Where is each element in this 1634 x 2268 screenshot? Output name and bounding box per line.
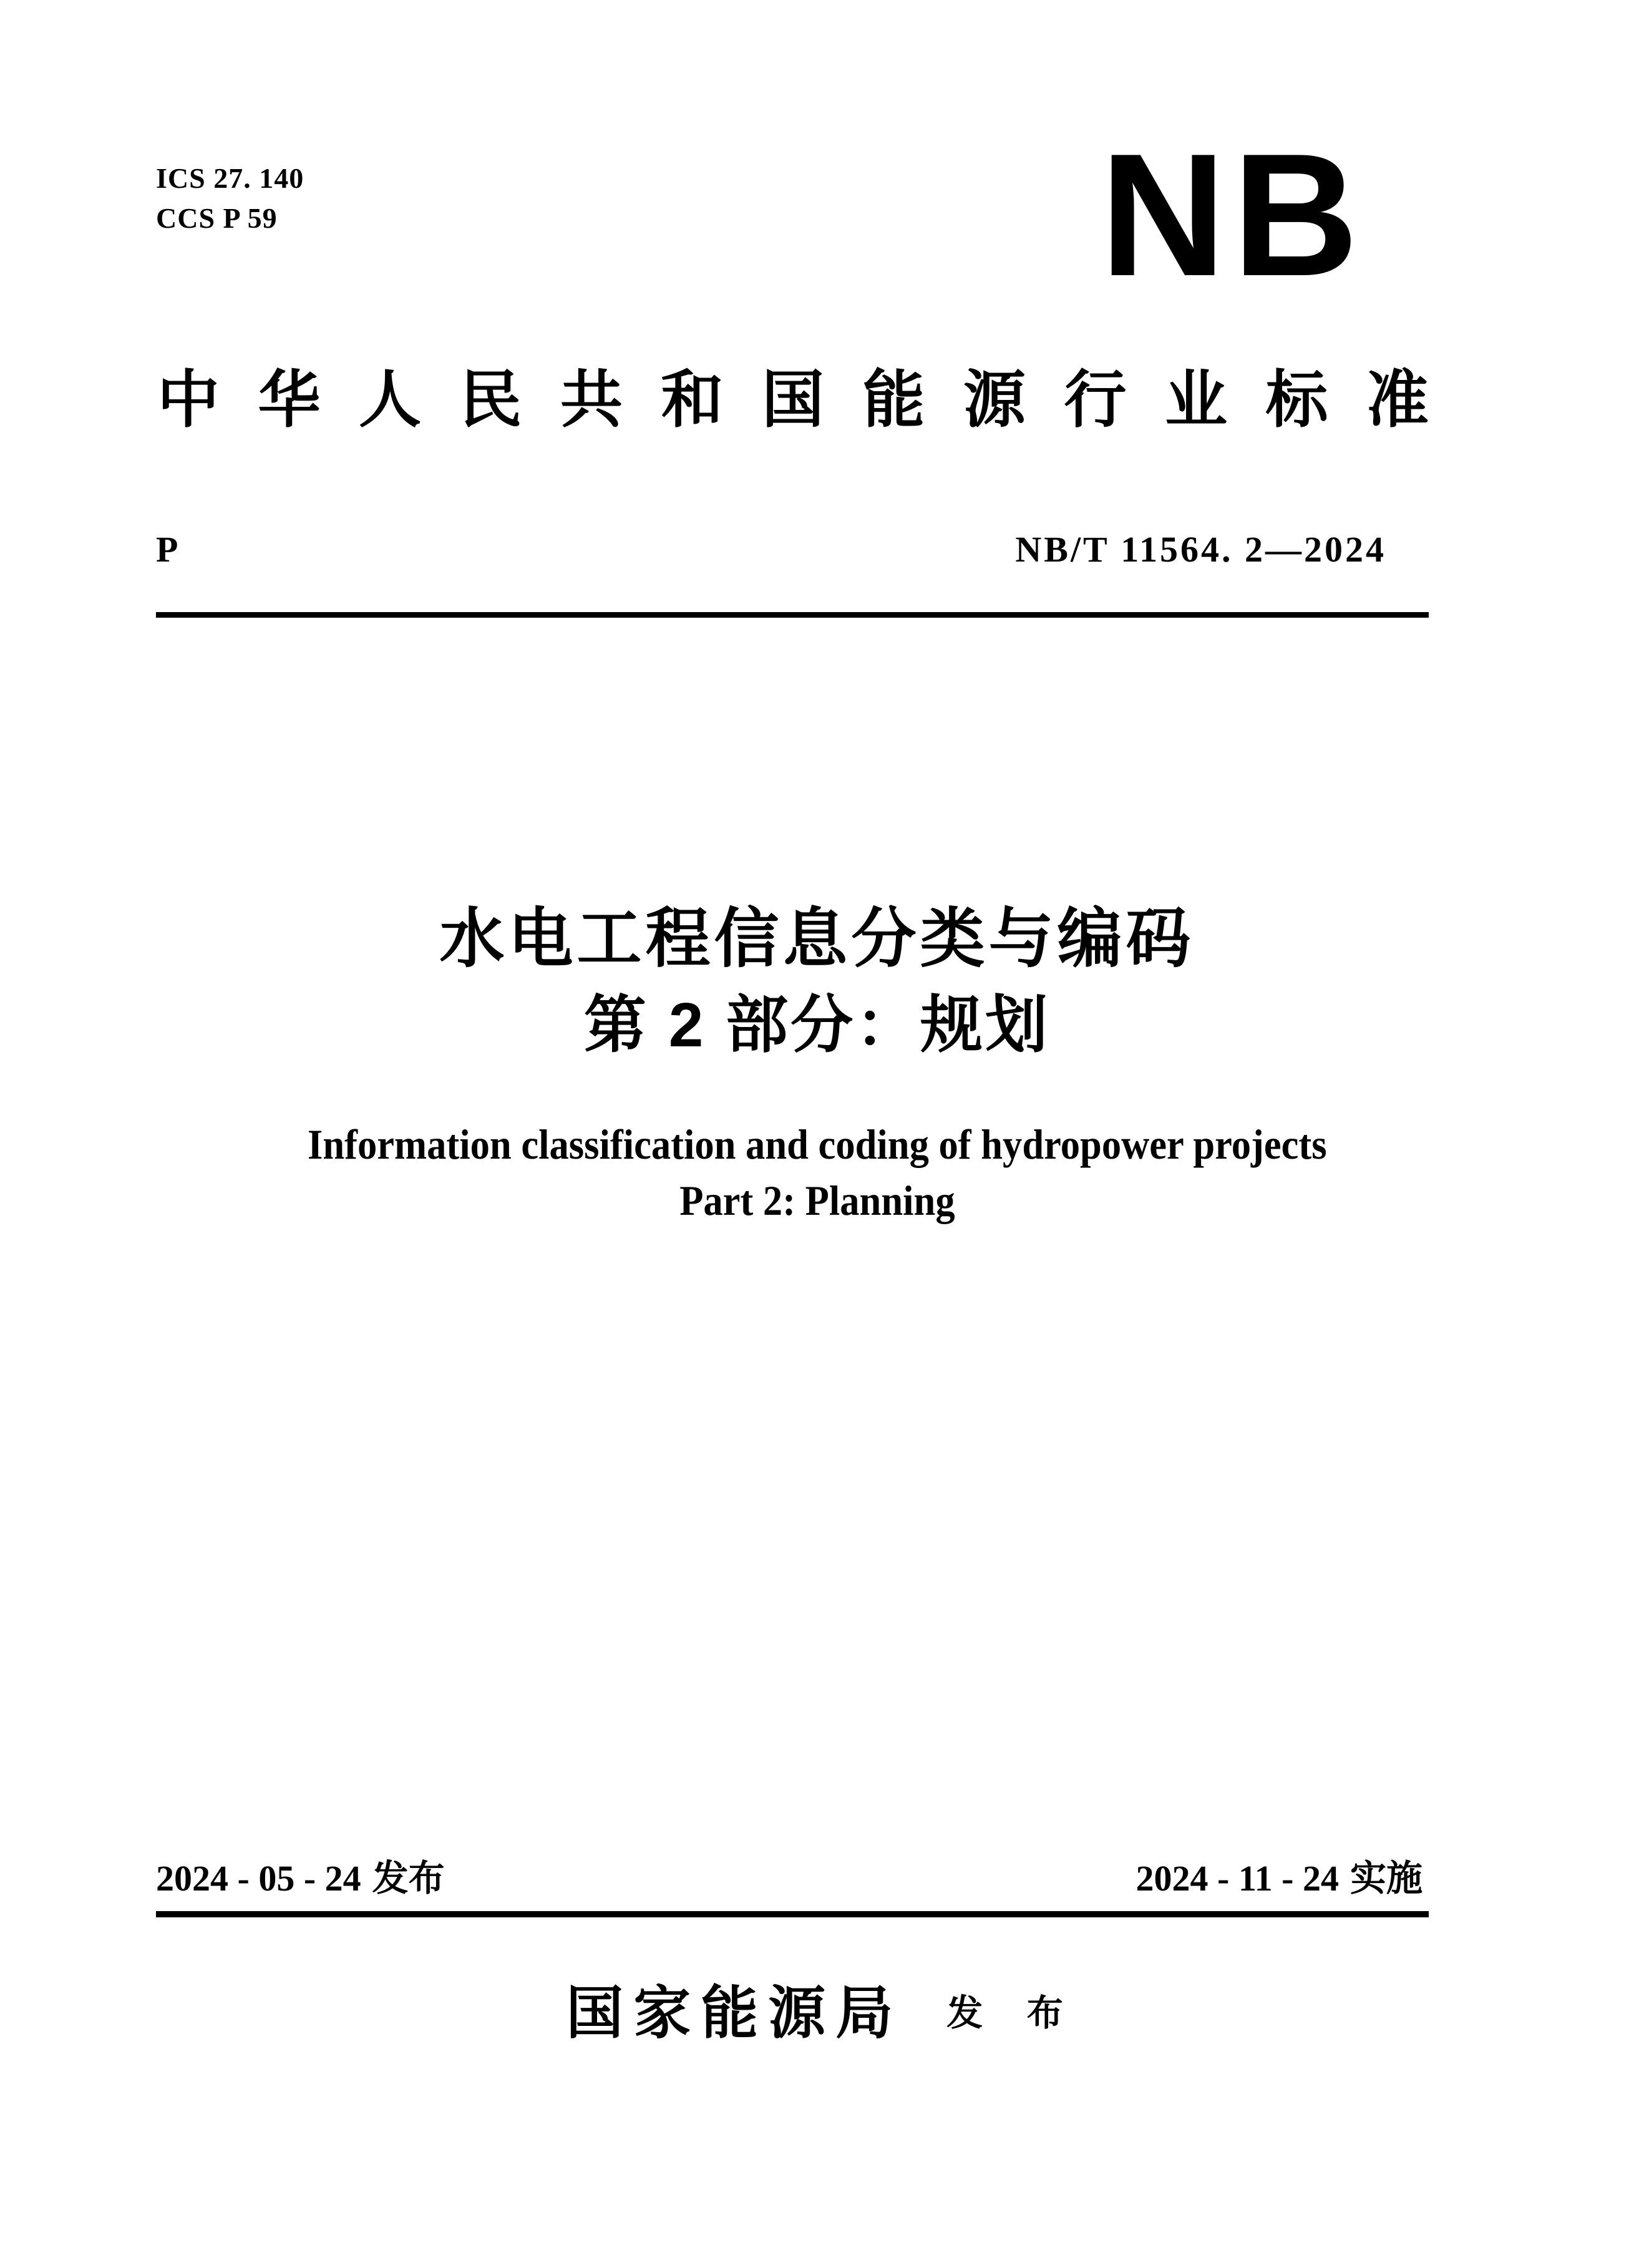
implementation-date: 2024 - 11 - 24 (1136, 1858, 1339, 1899)
title-en-line1 (0, 1123, 1634, 1166)
issue-date-group (156, 1858, 445, 1899)
title-cn-line1: 水电工程信息分类与编码 (439, 903, 1195, 975)
ccs-code: CCS P 59 (156, 202, 278, 234)
bottom-divider (156, 1911, 1429, 1917)
publisher-name: 国家能源局 (566, 1982, 903, 2045)
standard-number-row (156, 529, 1386, 570)
standard-series-heading: 中 华 人 民 共 和 国 能 源 行 业 标 准 (157, 366, 1429, 435)
implementation-label: 实施 (1350, 1858, 1422, 1899)
title-cn-line2: 第 2 部分：规划 (583, 990, 1051, 1060)
title-en-line2-text: Part 2: Planning (679, 1177, 955, 1224)
publisher-row (0, 1984, 1634, 2043)
ics-code: ICS 27. 140 (156, 162, 304, 194)
title-en-line2 (0, 1179, 1634, 1222)
publish-label: 发 布 (946, 1993, 1068, 2033)
doc-class-code: P (156, 529, 178, 570)
nb-logo: NB (1100, 118, 1365, 313)
issue-label: 发布 (372, 1858, 445, 1899)
implementation-date-group (1136, 1858, 1422, 1899)
title-en-line1-text: Information classification and coding of hydropower projects (307, 1121, 1327, 1168)
top-divider (156, 612, 1429, 618)
date-row (156, 1858, 1422, 1899)
classification-block (156, 158, 304, 238)
issue-date: 2024 - 05 - 24 (156, 1858, 361, 1899)
standard-number: NB/T 11564. 2—2024 (1015, 529, 1386, 570)
